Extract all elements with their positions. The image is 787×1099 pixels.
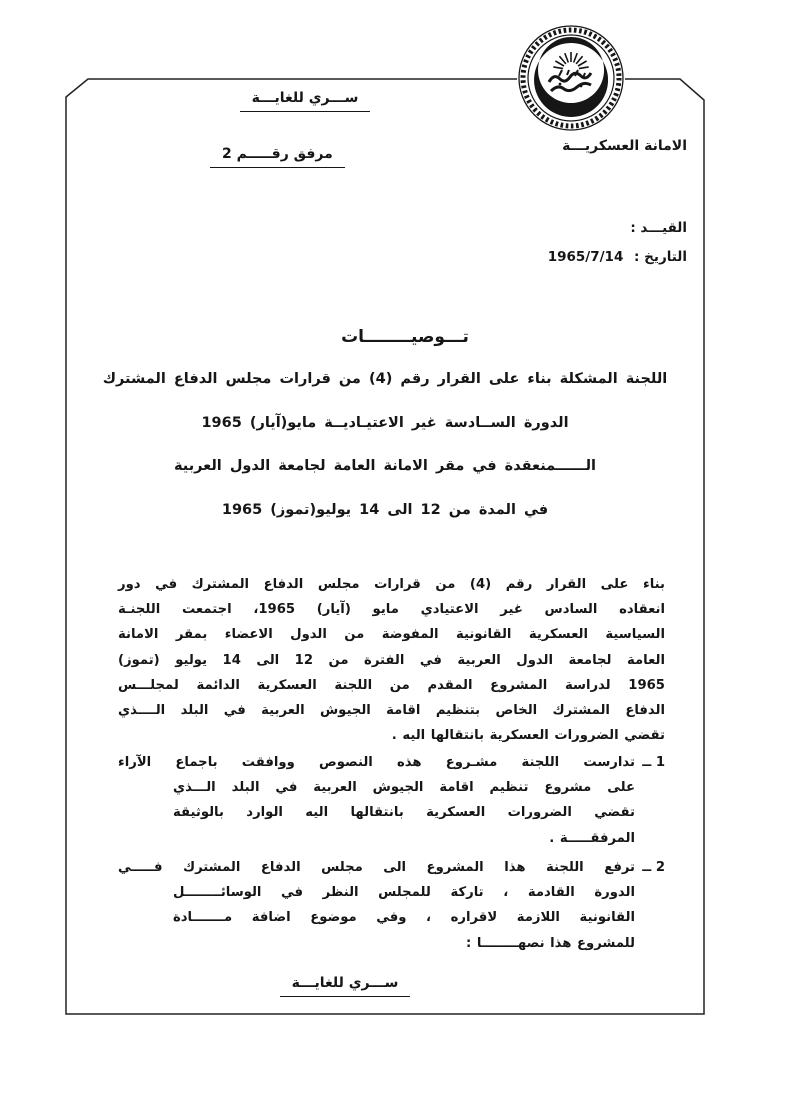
body-line: 1965 لدراسة المشروع المقدم من اللجنة العسكرية الدائمة لمجلـــس bbox=[118, 677, 665, 693]
body-line: الدفاع المشترك الخاص بتنظيم اقامة الجيوش العربية في البلد الــــذي bbox=[118, 702, 665, 718]
item-text bbox=[118, 753, 635, 854]
arab-league-seal-icon bbox=[515, 20, 627, 138]
attachment-label bbox=[210, 146, 345, 168]
item-number: 2 ــ bbox=[642, 860, 665, 875]
item-line: تدارست اللجنة مشـروع هذه النصوص ووافقت باجماع الآراء bbox=[118, 755, 635, 770]
body-line: العامة لجامعة الدول العربية في الفترة من 12 الى 14 يوليو (تموز) bbox=[118, 652, 666, 668]
secretariat-label: الامانة العسكريـــة bbox=[562, 138, 687, 154]
body-line: السياسية العسكرية القانونية المفوضة من الدول الاعضاء بمقر الامانة bbox=[118, 627, 665, 643]
recommendation-item-1 bbox=[118, 753, 665, 854]
classification-top-text: ســـري للغايـــة bbox=[240, 90, 371, 112]
classification-footer bbox=[65, 975, 625, 997]
committee-line: في المدة من 12 الى 14 يوليو(تموز) 1965 bbox=[221, 501, 549, 518]
date-line bbox=[548, 249, 687, 265]
body-line: تقضي الضرورات العسكرية بانتقالها اليه . bbox=[391, 728, 665, 744]
classification-bottom-text: ســـري للغايـــة bbox=[280, 975, 411, 997]
item-number: 1 ــ bbox=[642, 755, 665, 770]
item-text bbox=[118, 858, 635, 959]
recommendation-item-2 bbox=[118, 858, 665, 959]
committee-line: اللجنة المشكلة بناء على القرار رقم (4) من قرارات مجلس الدفاع المشترك bbox=[102, 371, 668, 387]
preamble-paragraph bbox=[118, 575, 665, 751]
item-line: على مشروع تنظيم اقامة الجيوش العربية في البلد الـــذي bbox=[173, 780, 635, 796]
item-line: القانونية اللازمة لاقراره ، وفي موضوع اضافة مـــــــادة bbox=[173, 910, 635, 926]
body-line: بناء على القرار رقم (4) من قرارات مجلس الدفاع المشترك في دور bbox=[118, 577, 665, 592]
item-line: الدورة القادمة ، تاركة للمجلس النظر في الوسائــــــــل bbox=[173, 885, 635, 901]
committee-line: الــــــمنعقدة في مقر الامانة العامة لجامعة الدول العربية bbox=[174, 458, 596, 474]
item-line: ترفع اللجنة هذا المشروع الى مجلس الدفاع المشترك فـــــي bbox=[118, 860, 635, 875]
classification-header bbox=[65, 90, 545, 112]
committee-heading bbox=[65, 369, 705, 543]
document-title: تـــوصيــــــــات bbox=[341, 327, 469, 347]
attachment-text: مرفق رقـــــم 2 bbox=[210, 146, 345, 168]
registration-label: القيـــد : bbox=[630, 220, 687, 236]
item-line: تقضي الضرورات العسكرية بانتقالها اليه الوارد بالوثيقة bbox=[173, 805, 635, 821]
date-value: 1965/7/14 bbox=[547, 249, 624, 265]
committee-line: الدورة الســادسة غير الاعتيـاديــة مايو(آيار) 1965 bbox=[201, 414, 569, 431]
date-label: التاريخ : bbox=[634, 249, 687, 265]
item-line: المرفقـــــة . bbox=[549, 830, 635, 846]
body-line: انعقاده السادس غير الاعتيادي مايو (آيار) 1965، اجتمعت اللجنـة bbox=[118, 602, 665, 618]
item-line: للمشروع هذا نصهــــــــا : bbox=[466, 935, 635, 951]
